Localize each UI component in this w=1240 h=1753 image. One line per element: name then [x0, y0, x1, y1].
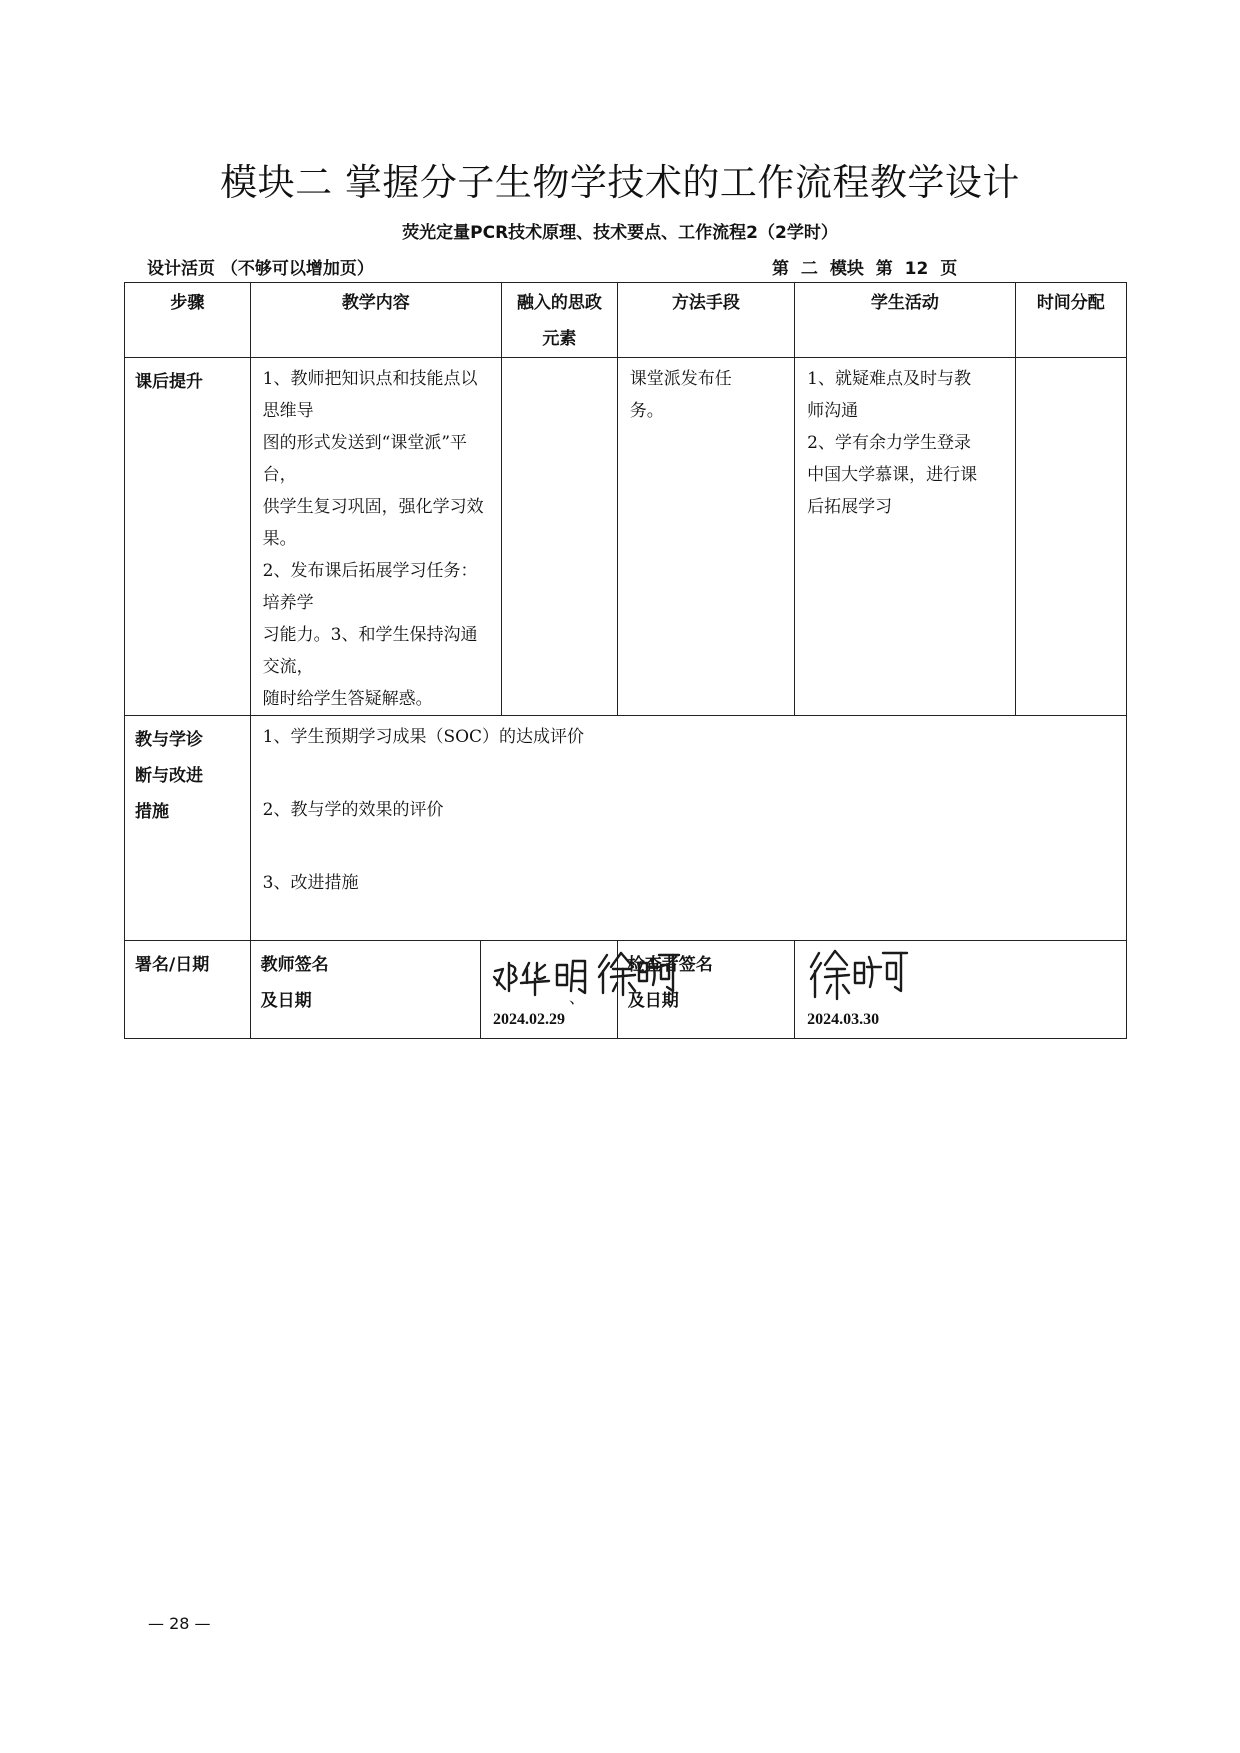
- signature-separator: 、: [569, 988, 586, 1007]
- header-ideology-line-1: 融入的思政: [516, 293, 602, 313]
- signature-step: 署名/日期: [125, 941, 251, 1039]
- page-number: — 28 —: [148, 1614, 211, 1633]
- module-page-info: 第 二 模块 第 12 页: [772, 259, 958, 279]
- diagnosis-step-line: 措施: [135, 802, 169, 822]
- after-class-content-line: 2、发布课后拓展学习任务：培养学: [262, 561, 478, 613]
- header-ideology-line-2: 元素: [542, 329, 577, 349]
- header-step: 步骤: [125, 283, 251, 358]
- after-class-method-line: 课堂派发布任: [629, 369, 732, 389]
- diagnosis-content: [250, 716, 1126, 941]
- after-class-activity-line: 中国大学慕课，进行课: [807, 465, 978, 485]
- after-class-content-line: 随时给学生答疑解惑。: [262, 689, 433, 709]
- diagnosis-step-line: 教与学诊: [135, 730, 203, 750]
- teacher-signature-label-line-1: 教师签名: [260, 955, 329, 975]
- design-sheet-note: 设计活页 （不够可以增加页）: [147, 259, 374, 279]
- after-class-activity: [795, 358, 1015, 716]
- diagnosis-step: [125, 716, 251, 941]
- document-subtitle: 荧光定量PCR技术原理、技术要点、工作流程2（2学时）: [402, 223, 838, 243]
- after-class-content-line: 图的形式发送到“课堂派”平台，: [262, 433, 468, 485]
- after-class-time-cell: [1015, 358, 1126, 716]
- document-title: 模块二 掌握分子生物学技术的工作流程教学设计: [220, 161, 1020, 204]
- checker-signature-label-line-2: 及日期: [627, 991, 679, 1011]
- after-class-row: [125, 358, 1127, 716]
- after-class-ideology-cell: [501, 358, 617, 716]
- after-class-step: 课后提升: [125, 358, 251, 716]
- after-class-content-line: 习能力。3、和学生保持沟通交流，: [262, 625, 478, 677]
- after-class-activity-line: 2、学有余力学生登录: [807, 433, 971, 453]
- after-class-method-line: 务。: [629, 401, 664, 421]
- diagnosis-row: [125, 716, 1127, 941]
- header-ideology: [501, 283, 617, 358]
- after-class-activity-line: 后拓展学习: [807, 497, 893, 517]
- header-activity: 学生活动: [795, 283, 1015, 358]
- header-row: [125, 283, 1127, 358]
- after-class-method: [617, 358, 794, 716]
- teacher-signature-label-line-2: 及日期: [260, 991, 312, 1011]
- header-content: 教学内容: [250, 283, 501, 358]
- diagnosis-step-line: 断与改进: [135, 766, 203, 786]
- diagnosis-item: 2、教与学的效果的评价: [262, 800, 444, 820]
- header-time: 时间分配: [1015, 283, 1126, 358]
- checker-handwritten-signature: [807, 941, 917, 1003]
- header-method: 方法手段: [617, 283, 794, 358]
- teacher-signature-label: [250, 941, 480, 1039]
- after-class-activity-line: 师沟通: [807, 401, 859, 421]
- after-class-activity-line: 1、就疑难点及时与教: [807, 369, 971, 389]
- after-class-content-line: 1、教师把知识点和技能点以思维导: [262, 369, 478, 421]
- checker-signature-cell: [795, 941, 1127, 1039]
- teacher-signature-date: 2024.02.29: [493, 1011, 566, 1028]
- after-class-content-line: 供学生复习巩固，强化学习效果。: [262, 497, 484, 549]
- checker-signature-label-line-1: 检查者签名: [627, 955, 713, 975]
- checker-signature-date: 2024.03.30: [807, 1011, 880, 1028]
- signature-row: [125, 941, 1127, 1039]
- teaching-design-table: [124, 282, 1127, 1039]
- diagnosis-item: 1、学生预期学习成果（SOC）的达成评价: [262, 727, 585, 747]
- after-class-content: [250, 358, 501, 716]
- teacher-signature-cell: [481, 941, 618, 1039]
- diagnosis-item: 3、改进措施: [262, 873, 359, 893]
